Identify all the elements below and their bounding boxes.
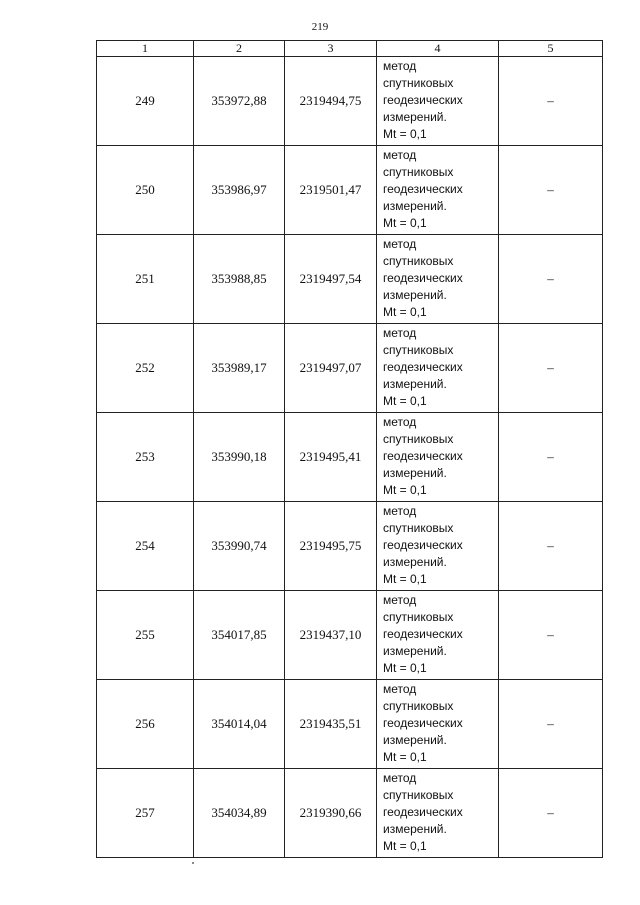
point-number: 252 — [97, 324, 194, 413]
table-row — [97, 413, 603, 502]
column-header-5: 5 — [499, 41, 603, 57]
table-row — [97, 769, 603, 858]
note-cell: – — [499, 324, 603, 413]
determination-method: метод спутниковых геодезических измерений. Mt = 0,1 — [377, 235, 499, 324]
coordinate-x: 353988,85 — [194, 235, 285, 324]
coordinate-y: 2319437,10 — [285, 591, 377, 680]
coordinate-x: 353989,17 — [194, 324, 285, 413]
coordinate-y: 2319497,07 — [285, 324, 377, 413]
page-number: 219 — [311, 21, 329, 33]
determination-method: метод спутниковых геодезических измерений. Mt = 0,1 — [377, 680, 499, 769]
point-number: 251 — [97, 235, 194, 324]
coordinate-x: 353990,74 — [194, 502, 285, 591]
table-row — [97, 502, 603, 591]
note-cell: – — [499, 57, 603, 146]
coordinate-x: 354017,85 — [194, 591, 285, 680]
coordinate-y: 2319501,47 — [285, 146, 377, 235]
coordinate-y: 2319435,51 — [285, 680, 377, 769]
column-header-2: 2 — [194, 41, 285, 57]
coordinate-x: 353990,18 — [194, 413, 285, 502]
point-number: 253 — [97, 413, 194, 502]
coordinate-x: 353986,97 — [194, 146, 285, 235]
table-row — [97, 146, 603, 235]
note-cell: – — [499, 235, 603, 324]
coordinate-y: 2319390,66 — [285, 769, 377, 858]
coordinates-table — [96, 40, 603, 858]
determination-method: метод спутниковых геодезических измерений. Mt = 0,1 — [377, 769, 499, 858]
table-row — [97, 680, 603, 769]
point-number: 256 — [97, 680, 194, 769]
coordinate-x: 353972,88 — [194, 57, 285, 146]
point-number: 249 — [97, 57, 194, 146]
table-row — [97, 591, 603, 680]
note-cell: – — [499, 413, 603, 502]
determination-method: метод спутниковых геодезических измерений. Mt = 0,1 — [377, 413, 499, 502]
table-row — [97, 57, 603, 146]
table-header-row — [97, 41, 603, 57]
point-number: 257 — [97, 769, 194, 858]
column-header-3: 3 — [285, 41, 377, 57]
point-number: 255 — [97, 591, 194, 680]
column-header-1: 1 — [97, 41, 194, 57]
table-row — [97, 235, 603, 324]
coordinate-y: 2319495,75 — [285, 502, 377, 591]
determination-method: метод спутниковых геодезических измерений. Mt = 0,1 — [377, 591, 499, 680]
coordinate-y: 2319494,75 — [285, 57, 377, 146]
coordinate-x: 354014,04 — [194, 680, 285, 769]
determination-method: метод спутниковых геодезических измерений. Mt = 0,1 — [377, 57, 499, 146]
coordinate-y: 2319495,41 — [285, 413, 377, 502]
determination-method: метод спутниковых геодезических измерений. Mt = 0,1 — [377, 324, 499, 413]
point-number: 250 — [97, 146, 194, 235]
determination-method: метод спутниковых геодезических измерений. Mt = 0,1 — [377, 146, 499, 235]
note-cell: – — [499, 680, 603, 769]
coordinate-y: 2319497,54 — [285, 235, 377, 324]
scan-speck — [192, 862, 194, 864]
note-cell: – — [499, 769, 603, 858]
column-header-4: 4 — [377, 41, 499, 57]
table-row — [97, 324, 603, 413]
determination-method: метод спутниковых геодезических измерений. Mt = 0,1 — [377, 502, 499, 591]
note-cell: – — [499, 146, 603, 235]
coordinate-x: 354034,89 — [194, 769, 285, 858]
point-number: 254 — [97, 502, 194, 591]
note-cell: – — [499, 591, 603, 680]
note-cell: – — [499, 502, 603, 591]
